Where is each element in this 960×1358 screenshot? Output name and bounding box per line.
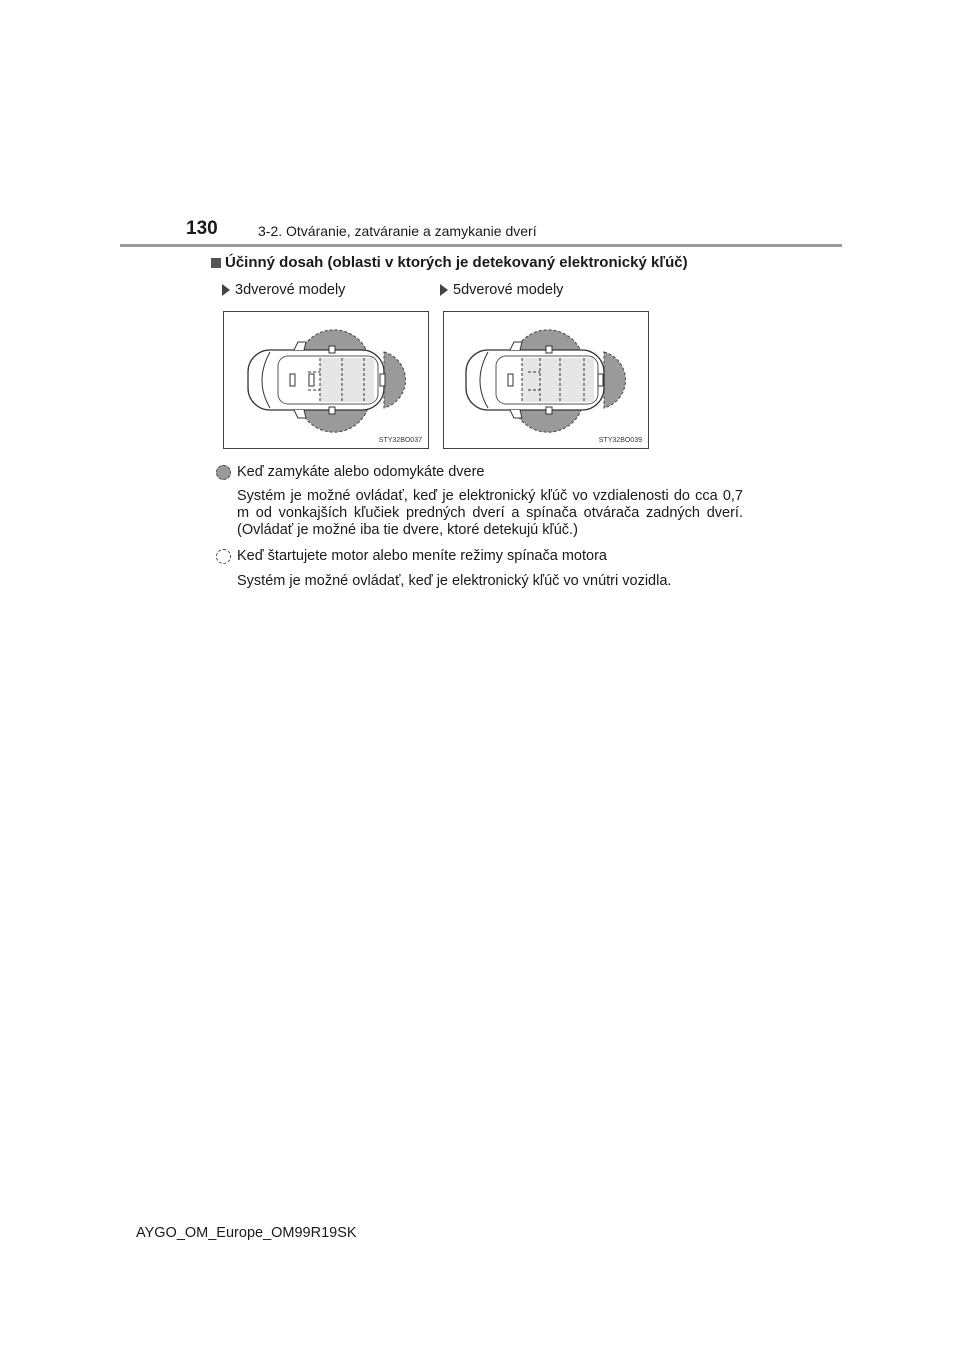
figure-5door xyxy=(443,311,649,449)
header-rule xyxy=(120,244,842,247)
triangle-bullet-icon xyxy=(440,284,448,296)
filled-dashed-circle-icon xyxy=(216,465,231,480)
page-number: 130 xyxy=(186,218,218,239)
legend-item-lock xyxy=(216,464,485,480)
section-title-text: Účinný dosah (oblasti v ktorých je detekovaný elektronický kľúč) xyxy=(225,254,688,271)
square-bullet-icon xyxy=(211,258,221,268)
figure-code: STY32BO039 xyxy=(598,437,642,444)
triangle-bullet-icon xyxy=(222,284,230,296)
legend-title: Keď štartujete motor alebo meníte režimy spínača motora xyxy=(237,548,607,564)
figure-label-text: 3dverové modely xyxy=(235,282,346,298)
car-range-diagram-5door xyxy=(444,312,650,450)
footer-doc-id: AYGO_OM_Europe_OM99R19SK xyxy=(136,1225,357,1241)
running-head: 3-2. Otváranie, zatváranie a zamykanie dverí xyxy=(258,223,537,239)
legend-text-lock: Systém je možné ovládať, keď je elektronický kľúč vo vzdialenosti do cca 0,7 m od vonkajších kľučiek predných dverí a spínača otvárača zadných dverí. (Ovládať je možné iba tie dvere, ktoré detekujú kľúč.) xyxy=(237,488,743,538)
figure-label-5door xyxy=(440,282,563,298)
figure-3door xyxy=(223,311,429,449)
legend-text-engine: Systém je možné ovládať, keď je elektronický kľúč vo vnútri vozidla. xyxy=(237,573,672,589)
figure-label-text: 5dverové modely xyxy=(453,282,564,298)
legend-title: Keď zamykáte alebo odomykáte dvere xyxy=(237,464,485,480)
figure-label-3door xyxy=(222,282,345,298)
legend-item-engine xyxy=(216,548,607,564)
figure-code: STY32BO037 xyxy=(378,437,422,444)
dashed-circle-icon xyxy=(216,549,231,564)
car-range-diagram-3door xyxy=(224,312,430,450)
section-title xyxy=(211,254,688,271)
